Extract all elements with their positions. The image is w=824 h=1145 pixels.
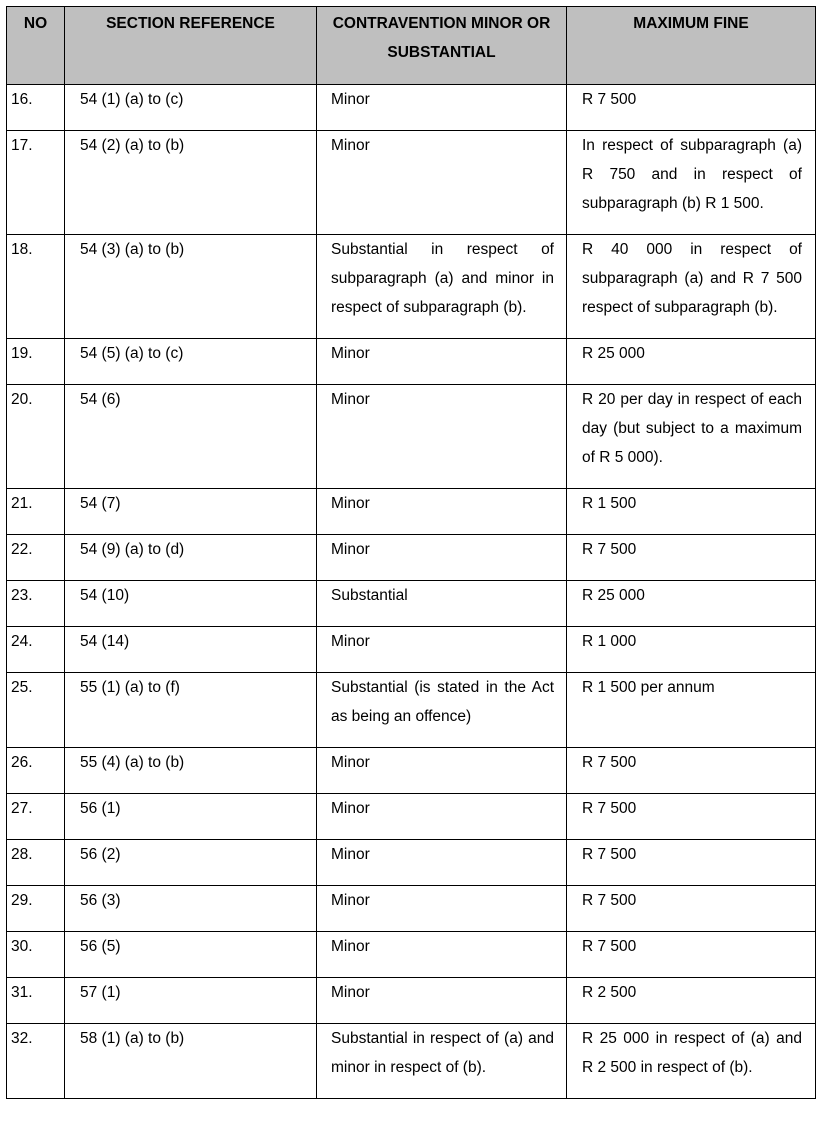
maximum-fine-text: R 2 500 xyxy=(582,984,637,1001)
row-number-text: 23. xyxy=(11,587,33,604)
table-row xyxy=(7,1024,816,1099)
header-maximum-fine: MAXIMUM FINE xyxy=(567,7,816,85)
table-row xyxy=(7,339,816,385)
section-reference-text: 56 (2) xyxy=(80,846,121,863)
maximum-fine-cell xyxy=(567,978,816,1024)
section-reference-cell xyxy=(65,978,317,1024)
contravention-type-text: Minor xyxy=(331,846,370,863)
contravention-type-text: Minor xyxy=(331,938,370,955)
contravention-type-cell xyxy=(317,535,567,581)
maximum-fine-cell xyxy=(567,339,816,385)
section-reference-text: 55 (1) (a) to (f) xyxy=(80,679,180,696)
maximum-fine-cell xyxy=(567,794,816,840)
contravention-type-cell xyxy=(317,886,567,932)
section-reference-cell xyxy=(65,131,317,235)
contravention-type-text: Minor xyxy=(331,495,370,512)
section-reference-text: 54 (7) xyxy=(80,495,121,512)
table-row xyxy=(7,627,816,673)
contravention-type-cell xyxy=(317,131,567,235)
maximum-fine-cell xyxy=(567,673,816,748)
contravention-type-cell xyxy=(317,932,567,978)
contravention-type-text: Minor xyxy=(331,892,370,909)
maximum-fine-text: R 7 500 xyxy=(582,938,637,955)
section-reference-cell xyxy=(65,794,317,840)
maximum-fine-text: R 7 500 xyxy=(582,91,637,108)
maximum-fine-text: R 20 per day in respect of each day (but subject to a maximum of R 5 000). xyxy=(582,391,802,466)
section-reference-text: 54 (5) (a) to (c) xyxy=(80,345,184,362)
contravention-type-text: Minor xyxy=(331,91,370,108)
contravention-type-text: Substantial in respect of subparagraph (a) and minor in respect of subparagraph (b). xyxy=(331,241,554,316)
contravention-type-cell xyxy=(317,627,567,673)
section-reference-cell xyxy=(65,673,317,748)
section-reference-cell xyxy=(65,840,317,886)
row-number-cell xyxy=(7,932,65,978)
maximum-fine-text: R 7 500 xyxy=(582,892,637,909)
section-reference-text: 56 (3) xyxy=(80,892,121,909)
maximum-fine-cell xyxy=(567,932,816,978)
header-contravention: CONTRAVENTION MINOR OR SUBSTANTIAL xyxy=(317,7,567,85)
table-row xyxy=(7,581,816,627)
header-section-reference: SECTION REFERENCE xyxy=(65,7,317,85)
maximum-fine-text: R 25 000 xyxy=(582,587,645,604)
section-reference-cell xyxy=(65,1024,317,1099)
row-number-text: 21. xyxy=(11,495,33,512)
maximum-fine-text: R 7 500 xyxy=(582,754,637,771)
maximum-fine-text: In respect of subparagraph (a) R 750 and in respect of subparagraph (b) R 1 500. xyxy=(582,137,802,212)
contravention-type-text: Minor xyxy=(331,984,370,1001)
contravention-type-cell xyxy=(317,748,567,794)
contravention-type-text: Minor xyxy=(331,541,370,558)
contravention-type-cell xyxy=(317,673,567,748)
section-reference-cell xyxy=(65,886,317,932)
contravention-type-cell xyxy=(317,794,567,840)
maximum-fine-text: R 7 500 xyxy=(582,800,637,817)
section-reference-cell xyxy=(65,339,317,385)
section-reference-text: 54 (1) (a) to (c) xyxy=(80,91,184,108)
maximum-fine-cell xyxy=(567,1024,816,1099)
row-number-text: 27. xyxy=(11,800,33,817)
maximum-fine-cell xyxy=(567,131,816,235)
row-number-text: 28. xyxy=(11,846,33,863)
header-row xyxy=(7,7,816,85)
contravention-type-text: Minor xyxy=(331,137,370,154)
section-reference-text: 56 (5) xyxy=(80,938,121,955)
maximum-fine-text: R 7 500 xyxy=(582,846,637,863)
contravention-type-cell xyxy=(317,385,567,489)
table-row xyxy=(7,748,816,794)
row-number-text: 17. xyxy=(11,137,33,154)
maximum-fine-cell xyxy=(567,385,816,489)
row-number-cell xyxy=(7,489,65,535)
row-number-cell xyxy=(7,85,65,131)
section-reference-cell xyxy=(65,535,317,581)
section-reference-cell xyxy=(65,748,317,794)
contravention-type-cell xyxy=(317,978,567,1024)
maximum-fine-cell xyxy=(567,489,816,535)
maximum-fine-cell xyxy=(567,85,816,131)
section-reference-text: 54 (14) xyxy=(80,633,130,650)
row-number-text: 22. xyxy=(11,541,33,558)
contravention-type-cell xyxy=(317,1024,567,1099)
row-number-text: 16. xyxy=(11,91,33,108)
row-number-text: 25. xyxy=(11,679,33,696)
section-reference-cell xyxy=(65,627,317,673)
table-row xyxy=(7,794,816,840)
contravention-type-cell xyxy=(317,581,567,627)
maximum-fine-cell xyxy=(567,886,816,932)
contravention-type-text: Minor xyxy=(331,754,370,771)
table-row xyxy=(7,673,816,748)
maximum-fine-text: R 40 000 in respect of subparagraph (a) and R 7 500 respect of subparagraph (b). xyxy=(582,241,802,316)
table-row xyxy=(7,385,816,489)
section-reference-text: 55 (4) (a) to (b) xyxy=(80,754,185,771)
contravention-type-text: Minor xyxy=(331,800,370,817)
table-header xyxy=(7,7,816,85)
contravention-type-cell xyxy=(317,840,567,886)
maximum-fine-text: R 1 500 per annum xyxy=(582,679,715,696)
maximum-fine-cell xyxy=(567,627,816,673)
row-number-cell xyxy=(7,673,65,748)
row-number-cell xyxy=(7,131,65,235)
header-no: NO xyxy=(7,7,65,85)
table-row xyxy=(7,932,816,978)
maximum-fine-cell xyxy=(567,748,816,794)
table-row xyxy=(7,489,816,535)
row-number-cell xyxy=(7,385,65,489)
row-number-text: 20. xyxy=(11,391,33,408)
table-body xyxy=(7,85,816,1099)
row-number-cell xyxy=(7,235,65,339)
row-number-cell xyxy=(7,886,65,932)
section-reference-cell xyxy=(65,85,317,131)
row-number-cell xyxy=(7,978,65,1024)
contravention-type-cell xyxy=(317,235,567,339)
row-number-cell xyxy=(7,1024,65,1099)
table-row xyxy=(7,978,816,1024)
fines-table xyxy=(6,6,816,1099)
row-number-text: 32. xyxy=(11,1030,33,1047)
section-reference-text: 54 (6) xyxy=(80,391,121,408)
section-reference-text: 56 (1) xyxy=(80,800,121,817)
maximum-fine-cell xyxy=(567,581,816,627)
contravention-type-text: Minor xyxy=(331,391,370,408)
section-reference-text: 54 (3) (a) to (b) xyxy=(80,241,185,258)
row-number-text: 26. xyxy=(11,754,33,771)
row-number-text: 24. xyxy=(11,633,33,650)
row-number-cell xyxy=(7,535,65,581)
row-number-cell xyxy=(7,840,65,886)
maximum-fine-cell xyxy=(567,840,816,886)
section-reference-cell xyxy=(65,235,317,339)
maximum-fine-text: R 1 500 xyxy=(582,495,637,512)
section-reference-text: 54 (10) xyxy=(80,587,130,604)
section-reference-cell xyxy=(65,385,317,489)
section-reference-cell xyxy=(65,932,317,978)
table-row xyxy=(7,85,816,131)
table-row xyxy=(7,840,816,886)
contravention-type-text: Substantial xyxy=(331,587,408,604)
table-row xyxy=(7,535,816,581)
row-number-text: 30. xyxy=(11,938,33,955)
maximum-fine-text: R 1 000 xyxy=(582,633,637,650)
contravention-type-text: Minor xyxy=(331,345,370,362)
section-reference-text: 54 (9) (a) to (d) xyxy=(80,541,185,558)
row-number-text: 31. xyxy=(11,984,33,1001)
row-number-cell xyxy=(7,748,65,794)
table-row xyxy=(7,235,816,339)
row-number-cell xyxy=(7,794,65,840)
contravention-type-text: Minor xyxy=(331,633,370,650)
row-number-cell xyxy=(7,627,65,673)
contravention-type-cell xyxy=(317,85,567,131)
table-row xyxy=(7,131,816,235)
maximum-fine-text: R 7 500 xyxy=(582,541,637,558)
table-row xyxy=(7,886,816,932)
row-number-text: 29. xyxy=(11,892,33,909)
maximum-fine-text: R 25 000 xyxy=(582,345,645,362)
maximum-fine-text: R 25 000 in respect of (a) and R 2 500 in respect of (b). xyxy=(582,1030,802,1076)
contravention-type-text: Substantial (is stated in the Act as being an offence) xyxy=(331,679,554,725)
contravention-type-cell xyxy=(317,339,567,385)
contravention-type-cell xyxy=(317,489,567,535)
section-reference-text: 57 (1) xyxy=(80,984,121,1001)
section-reference-text: 58 (1) (a) to (b) xyxy=(80,1030,185,1047)
section-reference-text: 54 (2) (a) to (b) xyxy=(80,137,185,154)
row-number-text: 19. xyxy=(11,345,33,362)
row-number-cell xyxy=(7,339,65,385)
row-number-text: 18. xyxy=(11,241,33,258)
section-reference-cell xyxy=(65,489,317,535)
maximum-fine-cell xyxy=(567,535,816,581)
section-reference-cell xyxy=(65,581,317,627)
maximum-fine-cell xyxy=(567,235,816,339)
contravention-type-text: Substantial in respect of (a) and minor in respect of (b). xyxy=(331,1030,554,1076)
row-number-cell xyxy=(7,581,65,627)
